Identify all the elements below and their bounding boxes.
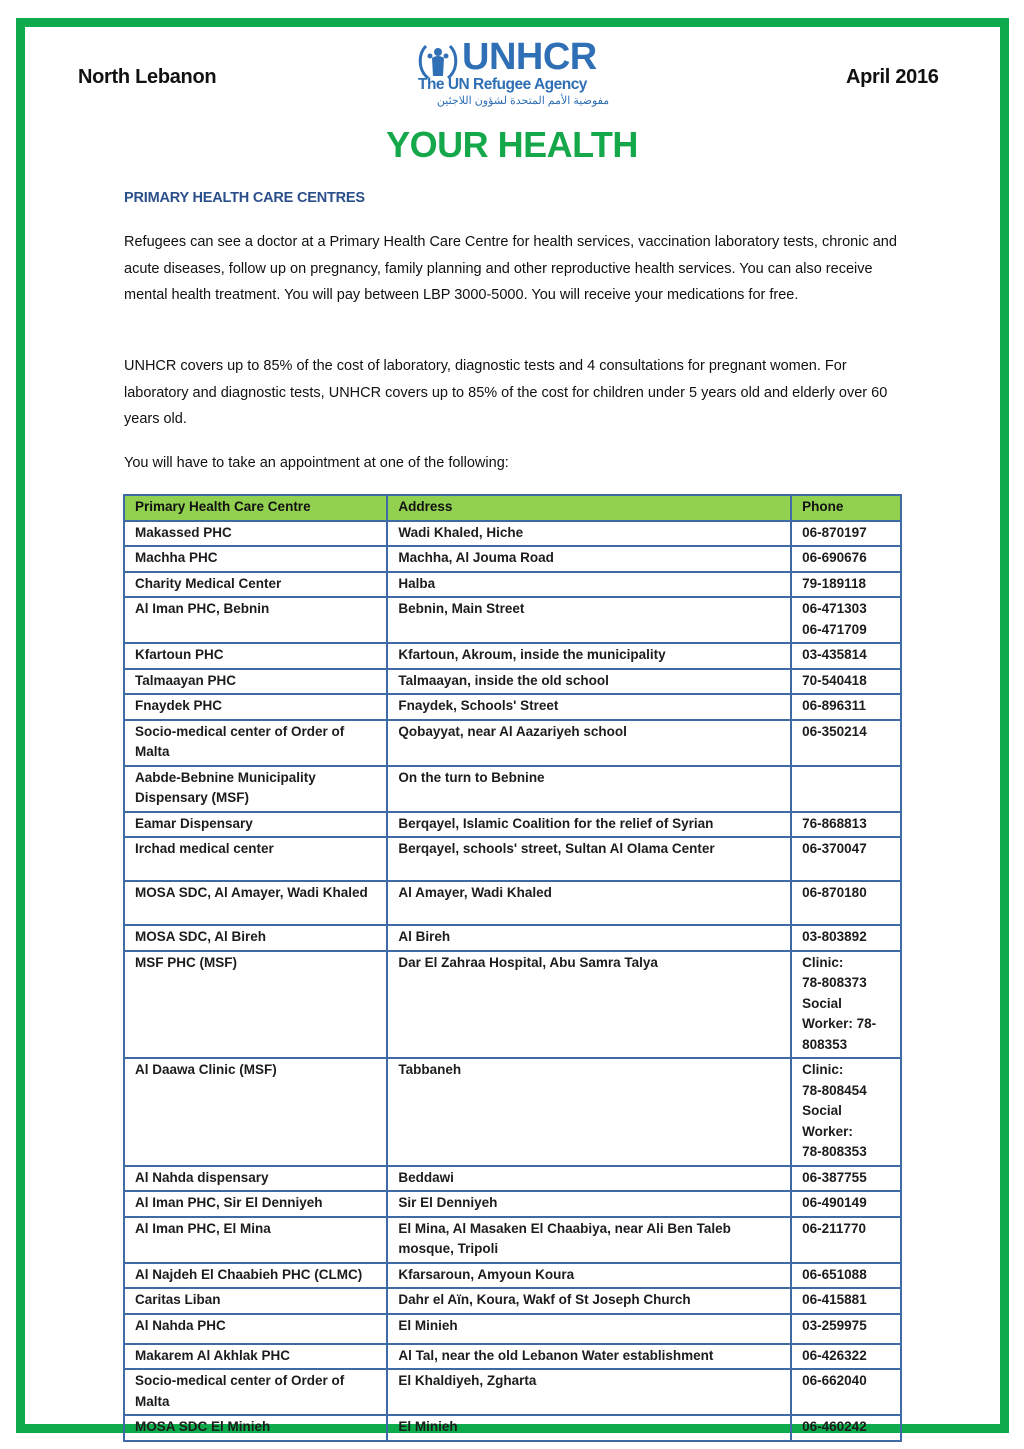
centre-name-cell: MOSA SDC, Al Amayer, Wadi Khaled [124, 881, 387, 925]
centre-name-cell: Eamar Dispensary [124, 812, 387, 838]
address-cell: Machha, Al Jouma Road [387, 546, 791, 572]
centre-name-cell: Machha PHC [124, 546, 387, 572]
phone-number: 06-651088 [802, 1266, 867, 1282]
phone-number: Worker: 78- [802, 1016, 877, 1031]
address-cell: Tabbaneh [387, 1058, 791, 1166]
phone-cell [791, 643, 901, 669]
phone-number: 06-415881 [802, 1292, 867, 1307]
phone-number: Clinic: [802, 1062, 844, 1077]
address-cell: Beddawi [387, 1166, 791, 1192]
table-row [124, 720, 901, 766]
centre-name-cell: MSF PHC (MSF) [124, 951, 387, 1059]
address-cell: Al Bireh [387, 925, 791, 951]
address-cell: Dar El Zahraa Hospital, Abu Samra Talya [387, 951, 791, 1059]
centre-name-cell: Makarem Al Akhlak PHC [124, 1344, 387, 1370]
address-cell: Sir El Denniyeh [387, 1191, 791, 1217]
phone-number: 79-189118 [802, 575, 866, 591]
phone-number: 03-803892 [802, 929, 867, 944]
address-cell: Berqayel, schools' street, Sultan Al Olama Center [387, 837, 791, 881]
phone-number: 06-370047 [802, 841, 867, 856]
phone-number: 06-690676 [802, 550, 867, 565]
table-row [124, 572, 901, 598]
table-row [124, 1288, 901, 1314]
address-cell: Al Tal, near the old Lebanon Water establishment [387, 1344, 791, 1370]
phone-number: 06-870180 [802, 885, 867, 900]
table-row [124, 1263, 901, 1289]
phone-cell [791, 925, 901, 951]
table-body [124, 521, 901, 1441]
centre-name-cell: MOSA SDC El Minieh [124, 1415, 387, 1441]
phone-cell [791, 521, 901, 547]
address-cell: Wadi Khaled, Hiche [387, 521, 791, 547]
appointment-paragraph: You will have to take an appointment at one of the following: [124, 455, 509, 471]
phone-cell [791, 951, 901, 1059]
table-row [124, 1344, 901, 1370]
address-cell: Kfartoun, Akroum, inside the municipality [387, 643, 791, 669]
phone-cell [791, 1369, 901, 1415]
table-row [124, 1369, 901, 1415]
centre-name-cell: Al Najdeh El Chaabieh PHC (CLMC) [124, 1263, 387, 1289]
centre-name-cell: Makassed PHC [124, 521, 387, 547]
phone-number: 03-435814 [802, 647, 867, 662]
table-row [124, 1058, 901, 1166]
centre-name-cell: Irchad medical center [124, 837, 387, 881]
phone-number: 06-387755 [802, 1169, 867, 1185]
phone-number: Social [802, 995, 842, 1011]
coverage-paragraph: UNHCR covers up to 85% of the cost of laboratory, diagnostic tests and 4 consultations for pregnant women. For laboratory and diagnostic tests, UNHCR covers up to 85% of the cost for children under 5 years old and elderly over 60 years old. [124, 358, 888, 427]
logo-arabic-tagline: مفوضية الأمم المتحدة لشؤون اللاجئين [436, 95, 610, 107]
table-row [124, 1191, 901, 1217]
centre-name-cell: Caritas Liban [124, 1288, 387, 1314]
column-header-centre: Primary Health Care Centre [124, 495, 387, 521]
phone-cell [791, 1058, 901, 1166]
centre-name-cell: Al Iman PHC, Sir El Denniyeh [124, 1191, 387, 1217]
phone-cell [791, 1344, 901, 1370]
unhcr-logo [416, 36, 630, 108]
table-row [124, 694, 901, 720]
centre-name-cell: Al Daawa Clinic (MSF) [124, 1058, 387, 1166]
centre-name-cell: Fnaydek PHC [124, 694, 387, 720]
phone-cell [791, 1191, 901, 1217]
table-row [124, 546, 901, 572]
table-row [124, 925, 901, 951]
table-row [124, 521, 901, 547]
phone-cell [791, 881, 901, 925]
column-header-address: Address [387, 495, 791, 521]
centre-name-cell: Socio-medical center of Order of Malta [124, 720, 387, 766]
table-row [124, 951, 901, 1059]
address-cell: Dahr el Aïn, Koura, Wakf of St Joseph Church [387, 1288, 791, 1314]
address-cell: Bebnin, Main Street [387, 597, 791, 643]
table-row [124, 837, 901, 881]
table-row [124, 597, 901, 643]
phone-number: Social [802, 1103, 842, 1118]
centre-name-cell: Socio-medical center of Order of Malta [124, 1369, 387, 1415]
table-row [124, 669, 901, 695]
address-cell: Kfarsaroun, Amyoun Koura [387, 1263, 791, 1289]
table-row [124, 1314, 901, 1344]
logo-tagline: The UN Refugee Agency [418, 76, 587, 93]
table-row [124, 881, 901, 925]
phone-number: Clinic: [802, 954, 844, 970]
table-row [124, 643, 901, 669]
phone-cell [791, 837, 901, 881]
phone-number: 06-350214 [802, 723, 867, 739]
centre-name-cell: Al Iman PHC, Bebnin [124, 597, 387, 643]
phone-number: 76-868813 [802, 815, 867, 831]
logo-wordmark: UNHCR [462, 36, 597, 78]
phone-number: 06-870197 [802, 524, 867, 540]
phone-cell [791, 597, 901, 643]
intro-paragraph: Refugees can see a doctor at a Primary Health Care Centre for health services, vaccination laboratory tests, chronic and acute diseases, follow up on pregnancy, family planning and other reproductive health services. You can also receive mental health treatment. You will pay between LBP 3000-5000. You will receive your medications for free. [124, 234, 897, 303]
address-cell: On the turn to Bebnine [387, 766, 791, 812]
phone-number: 06-662040 [802, 1373, 867, 1388]
address-cell: Berqayel, Islamic Coalition for the relief of Syrian [387, 812, 791, 838]
phone-cell [791, 694, 901, 720]
phone-number: 78-808353 [802, 1144, 867, 1159]
centre-name-cell: Al Iman PHC, El Mina [124, 1217, 387, 1263]
phone-cell [791, 1263, 901, 1289]
phone-number: 808353 [802, 1036, 848, 1052]
date-label: April 2016 [846, 66, 939, 88]
address-cell: Qobayyat, near Al Aazariyeh school [387, 720, 791, 766]
region-label: North Lebanon [78, 66, 217, 88]
phone-number: 06-471303 [802, 601, 867, 616]
centre-name-cell: MOSA SDC, Al Bireh [124, 925, 387, 951]
phone-cell [791, 1217, 901, 1263]
table-row [124, 1166, 901, 1192]
phone-number: 06-426322 [802, 1347, 867, 1363]
phone-cell [791, 1166, 901, 1192]
address-cell: Al Amayer, Wadi Khaled [387, 881, 791, 925]
phone-cell [791, 1314, 901, 1344]
phone-number: 78-808454 [802, 1082, 867, 1098]
phone-number: 06-490149 [802, 1195, 867, 1210]
page-title: YOUR HEALTH [386, 124, 638, 165]
phone-cell [791, 1415, 901, 1441]
centre-name-cell: Kfartoun PHC [124, 643, 387, 669]
phone-number: 06-471709 [802, 621, 867, 637]
phone-cell [791, 669, 901, 695]
table-row [124, 766, 901, 812]
phone-number: 03-259975 [802, 1317, 867, 1333]
phone-cell [791, 1288, 901, 1314]
phone-number: 06-460242 [802, 1419, 867, 1434]
phone-number: 06-211770 [802, 1220, 866, 1236]
address-cell: Halba [387, 572, 791, 598]
phone-cell [791, 766, 901, 812]
centre-name-cell: Al Nahda dispensary [124, 1166, 387, 1192]
health-centres-table [123, 494, 902, 1442]
centre-name-cell: Talmaayan PHC [124, 669, 387, 695]
section-title: PRIMARY HEALTH CARE CENTRES [124, 190, 365, 206]
table-header-row [124, 495, 901, 521]
address-cell: El Minieh [387, 1415, 791, 1441]
phone-number: 78-808373 [802, 975, 867, 990]
centre-name-cell: Charity Medical Center [124, 572, 387, 598]
table-row [124, 1415, 901, 1441]
table-row [124, 1217, 901, 1263]
centre-name-cell: Aabde-Bebnine Municipality Dispensary (MSF) [124, 766, 387, 812]
phone-number: Worker: [802, 1123, 853, 1139]
phone-number: 70-540418 [802, 672, 867, 688]
address-cell: El Minieh [387, 1314, 791, 1344]
centre-name-cell: Al Nahda PHC [124, 1314, 387, 1344]
phone-cell [791, 720, 901, 766]
phone-cell [791, 546, 901, 572]
address-cell: El Khaldiyeh, Zgharta [387, 1369, 791, 1415]
address-cell: El Mina, Al Masaken El Chaabiya, near Ali Ben Taleb mosque, Tripoli [387, 1217, 791, 1263]
table-row [124, 812, 901, 838]
address-cell: Fnaydek, Schools' Street [387, 694, 791, 720]
phone-number: 06-896311 [802, 698, 866, 713]
address-cell: Talmaayan, inside the old school [387, 669, 791, 695]
phone-cell [791, 572, 901, 598]
phone-cell [791, 812, 901, 838]
column-header-phone: Phone [791, 495, 901, 521]
